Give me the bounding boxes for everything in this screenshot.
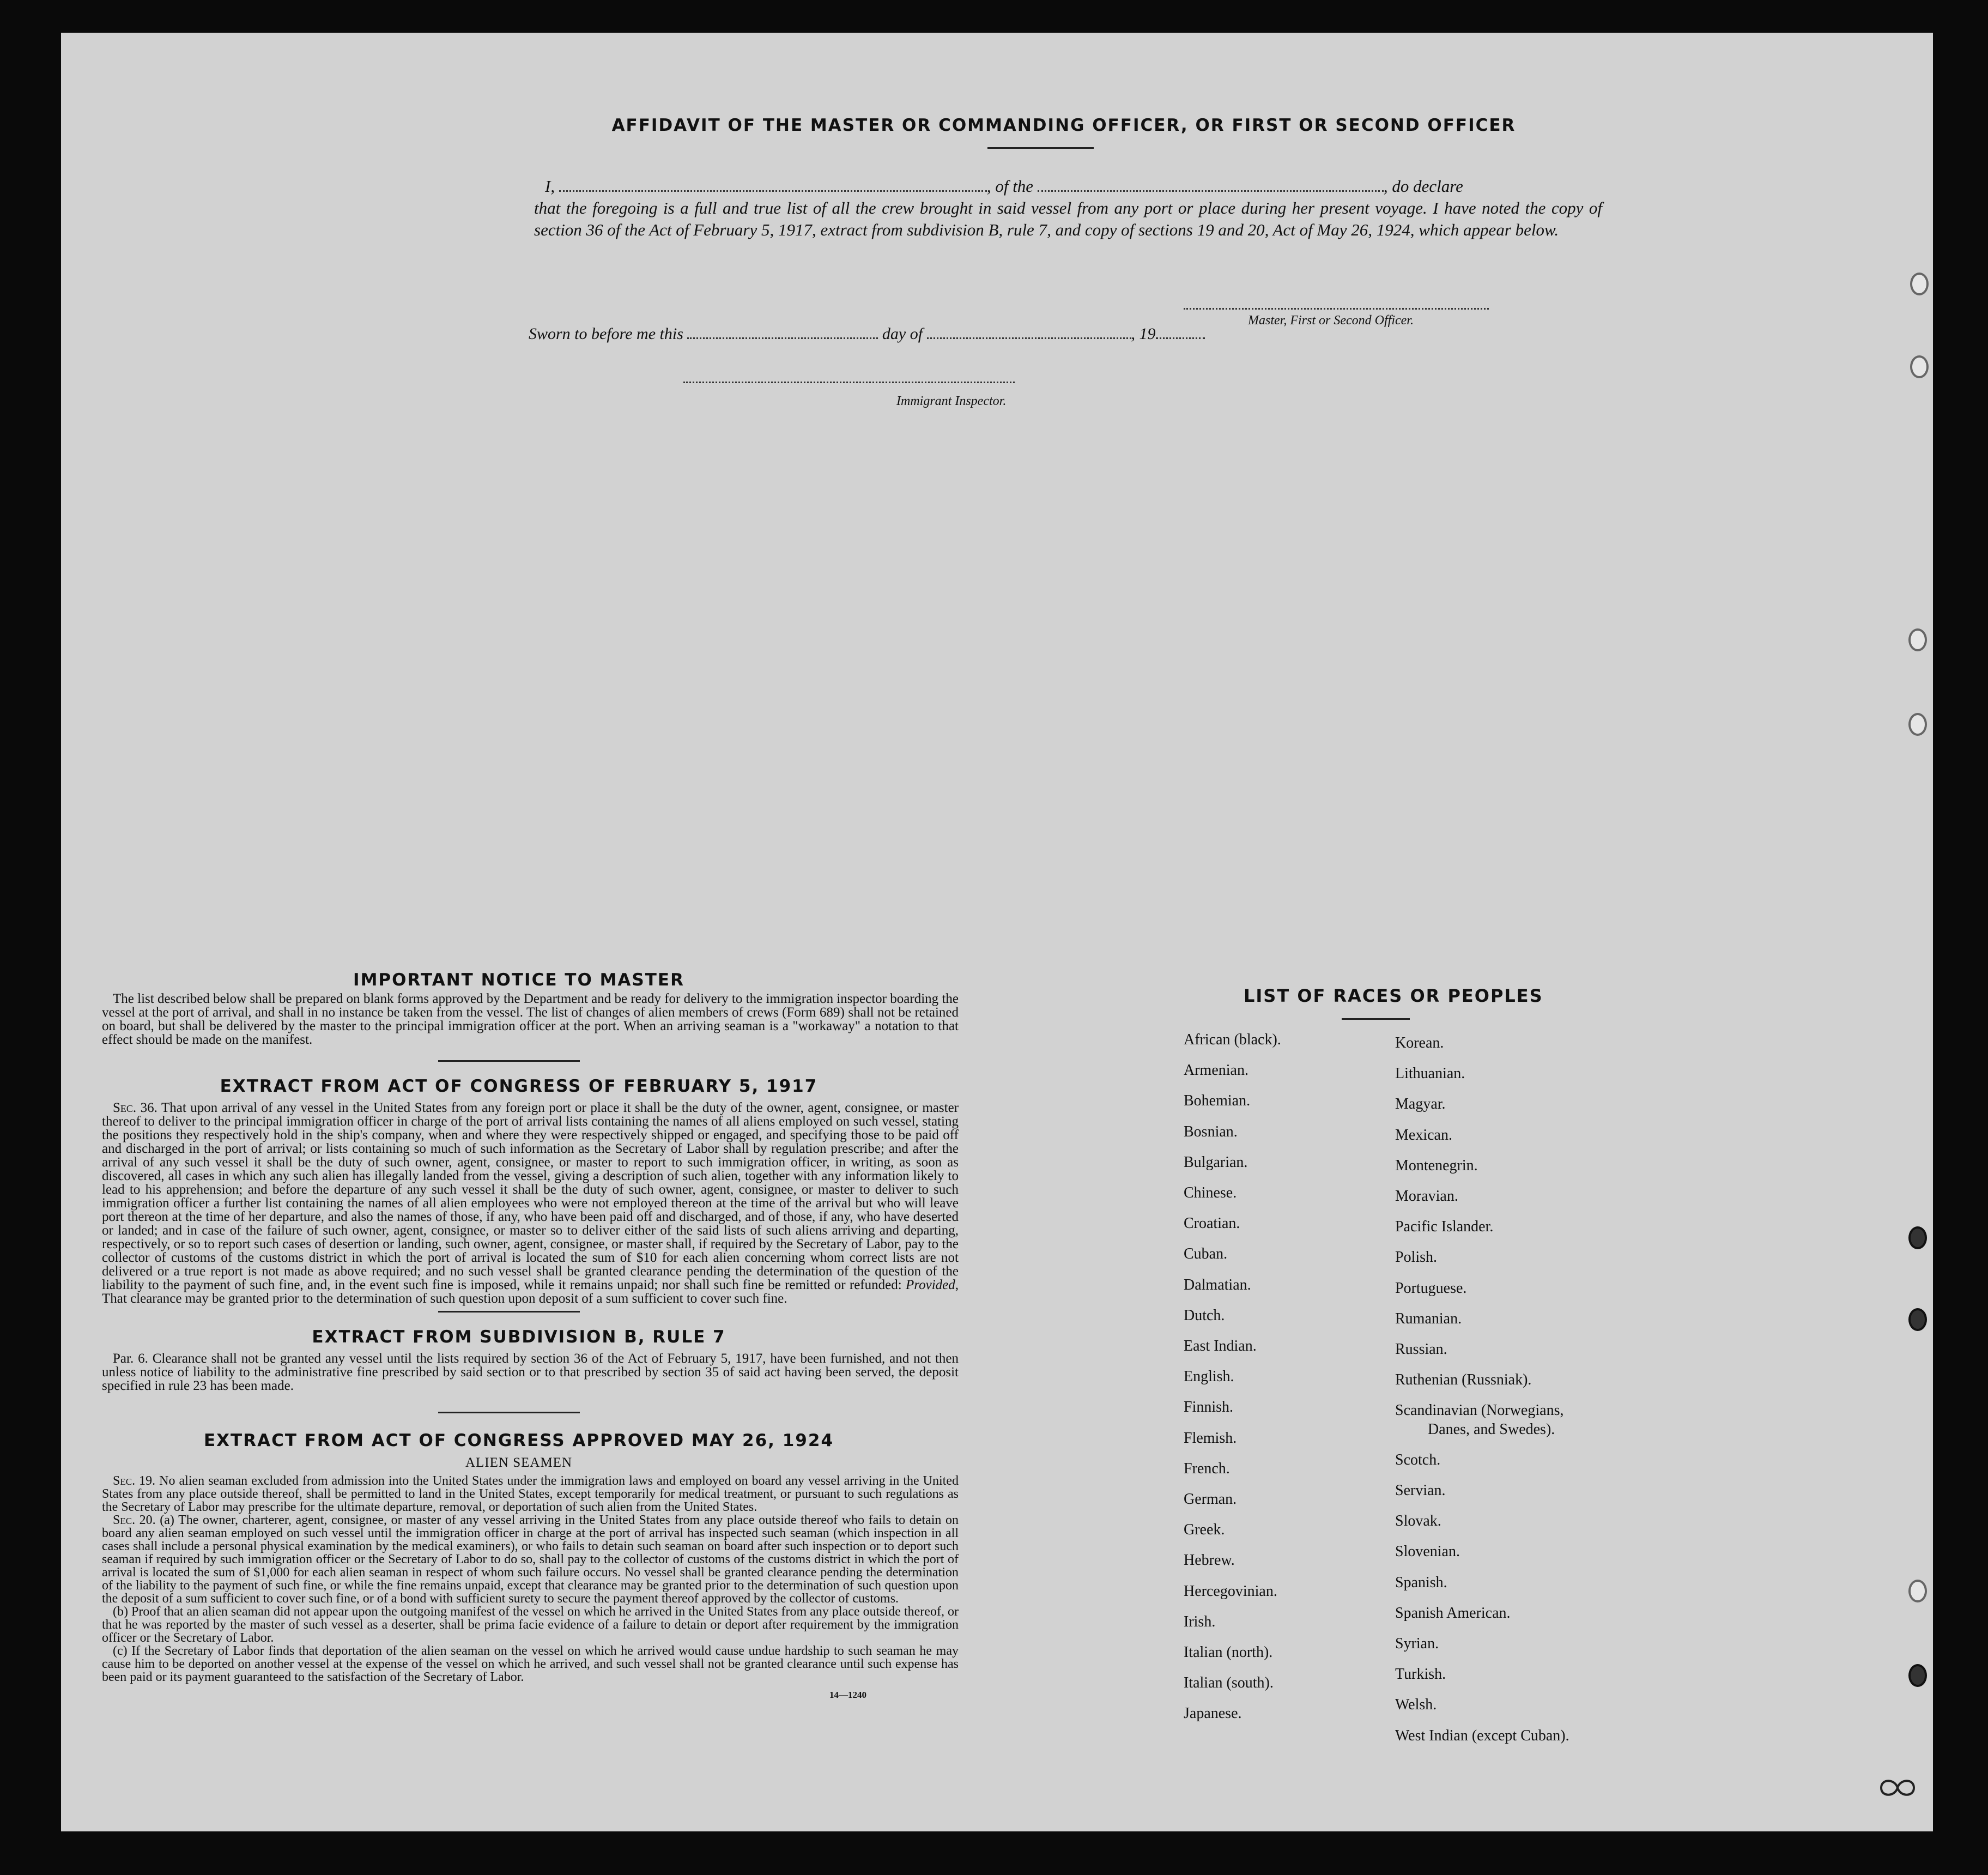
binder-hole	[1910, 355, 1929, 378]
notice-text: The list described below shall be prepared on blank forms approved by the Department and be ready for delivery to the immigration inspector boarding the vessel at the port of arrival, and shall in no instance be taken from the vessel. The list of changes of alien members of crews (Form 689) shall not be retained on board, but shall be delivered by the master to the principal immigration officer at the port. When an arriving seaman is a "workaway" a notation to that effect should be made on the manifest.	[102, 991, 959, 1047]
race-item: Bosnian.	[1184, 1123, 1238, 1140]
binder-hole	[1910, 273, 1929, 295]
race-item: Bulgarian.	[1184, 1153, 1248, 1171]
race-item: Turkish.	[1395, 1666, 1446, 1683]
races-title: LIST OF RACES OR PEOPLES	[1244, 985, 1543, 1006]
race-item: Pacific Islander.	[1395, 1218, 1494, 1236]
proviso-text: That clearance may be granted prior to the determination of such question upon deposit of a sum sufficient to cover such fine.	[102, 1291, 787, 1306]
extract-rule7-text: Par. 6. Clearance shall not be granted any vessel until the lists required by section 36 of the Act of February 5, 1917, have been furnished, and not then unless notice of liability to the administrative fine prescribed by said section or to that prescribed by section 35 of said act having been served, the deposit specified in rule 23 has been made.	[102, 1351, 959, 1393]
vessel-blank[interactable]	[1038, 190, 1384, 192]
race-item: Magyar.	[1395, 1096, 1446, 1113]
form-number: 14—1240	[829, 1690, 866, 1700]
race-item: East Indian.	[1184, 1338, 1257, 1354]
race-item: Italian (north).	[1184, 1644, 1273, 1661]
extract-rule7-title: EXTRACT FROM SUBDIVISION B, RULE 7	[312, 1327, 726, 1347]
race-item: Servian.	[1395, 1482, 1446, 1499]
race-item: French.	[1184, 1460, 1230, 1477]
extract-1924-text	[102, 1474, 959, 1684]
proviso-label: Provided,	[906, 1278, 959, 1292]
race-item: Chinese.	[1184, 1184, 1237, 1201]
extract-1924-title: EXTRACT FROM ACT OF CONGRESS APPROVED MAY 26, 1924	[203, 1431, 834, 1450]
year-blank[interactable]	[1156, 337, 1205, 339]
month-blank[interactable]	[927, 337, 1131, 339]
page-mark-icon	[1876, 1774, 1919, 1801]
divider	[438, 1311, 580, 1312]
binder-hole	[1908, 628, 1927, 651]
sec-19-label: Sec. 19.	[113, 1474, 156, 1488]
day-of-label: day of	[882, 325, 923, 343]
extract-1924-subtitle: ALIEN SEAMEN	[465, 1455, 572, 1470]
race-item: Greek.	[1184, 1521, 1225, 1539]
sec-20-b-text: (b) Proof that an alien seaman did not appear upon the outgoing manifest of the vessel on which he arrived in the United States from any place outside thereof, or that he was reported by the master of such vessel as a deserter, shall be prima facie evidence of a failure to detain or deport after requirement by the immigration officer or the Secretary of Labor.	[102, 1605, 959, 1645]
race-item: Spanish.	[1395, 1574, 1447, 1591]
do-declare-label: , do declare	[1383, 177, 1463, 196]
race-item: West Indian (except Cuban).	[1395, 1727, 1569, 1744]
affidavit-declaration	[534, 176, 1602, 241]
race-item: Dutch.	[1184, 1307, 1225, 1324]
binder-hole	[1908, 1580, 1927, 1602]
day-blank[interactable]	[687, 337, 878, 339]
divider	[1342, 1018, 1410, 1020]
race-item: Scotch.	[1395, 1451, 1441, 1468]
race-item: Bohemian.	[1184, 1092, 1251, 1110]
race-item: Portuguese.	[1395, 1279, 1467, 1297]
race-item: Cuban.	[1184, 1245, 1228, 1263]
race-item: Croatian.	[1184, 1215, 1240, 1232]
race-item: English.	[1184, 1368, 1234, 1386]
race-item: Irish.	[1184, 1613, 1216, 1630]
divider	[438, 1412, 580, 1413]
race-item: Scandinavian (Norwegians,	[1395, 1402, 1564, 1419]
affidavit-statement: that the foregoing is a full and true list of all the crew brought in said vessel from any port or place during her present voyage. I have noted the copy of section 36 of the Act of February 5, 1917, extract from subdivision B, rule 7, and copy of sections 19 and 20, Act of May 26, 1924, which appear below.	[534, 198, 1602, 239]
race-item: Syrian.	[1395, 1635, 1439, 1652]
binder-hole	[1908, 713, 1927, 736]
race-item: Hercegovinian.	[1184, 1582, 1277, 1600]
of-the-label: , of the	[986, 177, 1034, 196]
extract-1917-text	[102, 1101, 959, 1305]
binder-hole	[1908, 1226, 1927, 1249]
affidavit-title: AFFIDAVIT OF THE MASTER OR COMMANDING OFFICER, OR FIRST OR SECOND OFFICER	[611, 116, 1516, 135]
race-item: Finnish.	[1184, 1399, 1234, 1416]
race-item: German.	[1184, 1491, 1237, 1508]
binder-hole	[1908, 1664, 1927, 1687]
i-label: I,	[545, 177, 555, 196]
inspector-signature-line[interactable]	[683, 382, 1015, 383]
year-label: , 19	[1131, 325, 1156, 343]
race-item: Welsh.	[1395, 1696, 1437, 1714]
sec-20-label: Sec. 20.	[113, 1513, 156, 1527]
sworn-label: Sworn to before me this	[529, 325, 683, 343]
race-item: Polish.	[1395, 1249, 1438, 1266]
sec-36-text: That upon arrival of any vessel in the United States from any foreign port or place it shall be the duty of the owner, agent, consignee, or master thereof to deliver to the principal immigration officer in charge of the port of arrival lists containing the names of all aliens employed on such vessel, stating the positions they respectively hold in the ship's company, when and where they were respectively shipped or engaged, and specifying those to be paid off and discharged in the port of arrival; or lists containing so much of such information as the Secretary of Labor shall by regulation prescribe; and after the arrival of any such vessel it shall be the duty of such owner, agent, consignee, or master to report to such immigration officer, in writing, as soon as discovered, all cases in which any such alien has illegally landed from the vessel, giving a description of such alien, together with any information likely to lead to his apprehension; and before the departure of any such vessel it shall be the duty of such owner, agent, consignee, or master to deliver to such immigration officer a further list containing the names of all alien employees who were not employed thereon at the time of the arrival but who will leave port thereon at the time of her departure, and also the names of those, if any, who have been paid off and discharged, and of those, if any, who have deserted or landed; and in case of the failure of such owner, agent, consignee, or master so to deliver either of the said lists of such aliens arriving and departing, respectively, or so to report such cases of desertion or landing, such owner, agent, consignee, or master shall, if required by the Secretary of Labor, pay to the collector of customs of the customs district in which the port of arrival is located the sum of $10 for each alien concerning whom correct lists are not delivered or a true report is not made as above required; and no such vessel shall be granted clearance pending the determination of the question of the liability to the payment of such fine, and, in the event such fine is imposed, while it remains unpaid; nor shall such fine be remitted or refunded:	[102, 1100, 959, 1292]
sec-19-text: No alien seaman excluded from admission into the United States under the immigration laws and employed on board any vessel arriving in the United States from any place outside thereof, shall be permitted to land in the United States, except temporarily for medical treatment, or pursuant to such regulations as the Secretary of Labor may prescribe for the ultimate departure, removal, or deportation of such alien from the United States.	[102, 1474, 959, 1514]
race-item: Slovenian.	[1395, 1543, 1460, 1561]
notice-title: IMPORTANT NOTICE TO MASTER	[353, 970, 684, 990]
race-item: Spanish American.	[1395, 1604, 1511, 1622]
race-item: Slovak.	[1395, 1513, 1441, 1530]
sworn-line	[529, 325, 1205, 343]
race-item: African (black).	[1184, 1031, 1281, 1048]
race-item: Russian.	[1395, 1341, 1447, 1358]
inspector-caption: Immigrant Inspector.	[896, 394, 1007, 408]
race-item: Moravian.	[1395, 1188, 1458, 1205]
race-item: Armenian.	[1184, 1062, 1248, 1079]
race-item: Dalmatian.	[1184, 1276, 1251, 1293]
race-item: Ruthenian (Russniak).	[1395, 1371, 1532, 1389]
document-page	[61, 33, 1933, 1831]
race-item: Korean.	[1395, 1035, 1444, 1051]
race-item: Danes, and Swedes).	[1428, 1420, 1555, 1438]
race-item: Flemish.	[1184, 1429, 1237, 1447]
name-blank[interactable]	[559, 190, 987, 192]
race-item: Hebrew.	[1184, 1552, 1235, 1569]
master-signature-line[interactable]	[1184, 308, 1489, 310]
race-item: Mexican.	[1395, 1126, 1452, 1144]
sec-36-label: Sec. 36.	[113, 1100, 157, 1115]
race-item: Japanese.	[1184, 1705, 1242, 1722]
binder-hole	[1908, 1308, 1927, 1331]
master-caption: Master, First or Second Officer.	[1248, 313, 1414, 328]
sec-20-text: (a) The owner, charterer, agent, consignee, or master of any vessel arriving in the United States from any place outside thereof who fails to detain on board any alien seaman employed on such vessel until the immigration officer in charge at the port of arrival has inspected such seaman (which inspection in all cases shall include a personal physical examination by the medical examiners), or who fails to detain such seaman on board after such inspection or to deport such seaman if required by such immigration officer or the Secretary of Labor to do so, shall pay to the collector of customs of the customs district in which the port of arrival is located the sum of $1,000 for each alien seaman in respect of whom such failure occurs. No vessel shall be granted clearance pending the determination of the liability to the payment of such fine, or while the fine remains unpaid, except that clearance may be granted prior to the determination of such question upon the deposit of a sum sufficient to cover such fine, or of a bond with sufficient surety to secure the payment thereof approved by the collector of customs.	[102, 1513, 959, 1606]
race-item: Italian (south).	[1184, 1674, 1274, 1692]
sec-20-c-text: (c) If the Secretary of Labor finds that deportation of the alien seaman on the vessel on which he arrived would cause undue hardship to such seaman he may cause him to be deported on another vessel at the expense of the vessel on which he arrived, and such vessel shall not be granted clearance until such expense has been paid or its payment guaranteed to the satisfaction of the Secretary of Labor.	[102, 1644, 959, 1684]
divider	[987, 147, 1094, 149]
race-item: Montenegrin.	[1395, 1157, 1478, 1174]
race-item: Rumanian.	[1395, 1310, 1462, 1327]
divider	[438, 1060, 580, 1062]
extract-1917-title: EXTRACT FROM ACT OF CONGRESS OF FEBRUARY 5, 1917	[220, 1076, 818, 1096]
race-item: Lithuanian.	[1395, 1065, 1465, 1082]
